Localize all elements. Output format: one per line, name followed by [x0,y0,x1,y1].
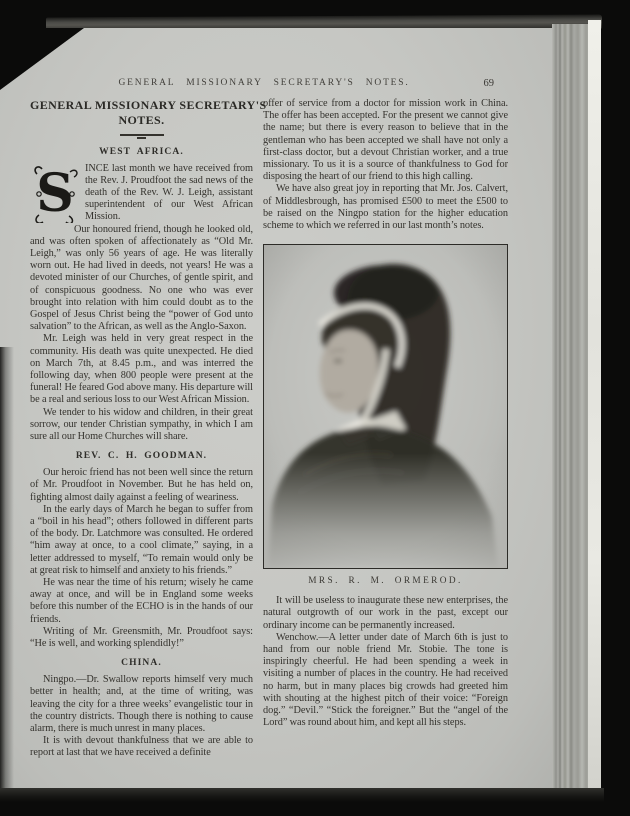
paragraph: offer of service from a doctor for mission work in China. The offer has been accepted. For the present we cannot give the name; but there is every reason to believe that in the gentleman who has been accepted we shall have not only a first-class doctor, but a devout Christian worker, and a true missionary. To us it is a source of thankfulness to God for disposing the heart of our friend to this high calling. [263,98,508,183]
paragraph [30,163,253,224]
paragraph: Our heroic friend has not been well since the return of Mr. Proudfoot in November. But he has held on, fighting almost daily against a feeling of weariness. [30,467,253,503]
paragraph: It is with devout thankfulness that we are able to report at last that we have received a definite [30,735,253,759]
article-title [30,98,267,128]
two-column-text [30,98,508,760]
paragraph: Wenchow.—A letter under date of March 6th is just to hand from our noble friend Mr. Stobie. The tone is inspiringly cheerful. He had been spending a week in visiting a number of places in the country. He had received no harm, but in many places big crowds had greeted him with shouting at the highest pitch of their voice: “Foreign dog.” “Devil.” “Stick the foreigner.” But the “angel of the Lord” was round about him, and kept all his steps. [263,631,508,729]
photo-caption: MRS. R. M. ORMEROD. [308,576,463,587]
book-cover-bottom-edge [0,788,604,802]
section-heading-goodman: REV. C. H. GOODMAN. [75,451,208,462]
paragraph: It will be useless to inaugurate these new enterprises, the natural outgrowth of our work in the past, except our ordinary income can be permanently increased. [263,595,508,631]
running-header-text: GENERAL MISSIONARY SECRETARY'S NOTES. [118,78,410,88]
paragraph: Our honoured friend, though he looked old, and was often spoken of affectionately as “Old Mr. Leigh,” was only 56 years of age. He was literally worn out. He had lived in deeds, not years! He was a devoted minister of our Churches, of gentle spirit, and of conspicuous goodness. No one who was ever brought into relation with him could doubt as to the Gospel of Jesus Christ being the “power of God unto salvation” to the African, as well as the Anglo-Saxon. [30,223,253,333]
paragraph: We tender to his widow and children, in their great sorrow, our tender Christian sympathy, in which I am sure all our Home Churches will share. [30,406,253,442]
paragraph: Mr. Leigh was held in very great respect in the community. His death was quite unexpected. He died on March 7th, at 8.45 p.m., and was interred the following day, when 800 people were present at the funeral! He feared God above many. His departure will be a real and serious loss to our West African Mission. [30,333,253,406]
left-column [30,98,267,760]
drop-cap-letter: S [36,164,74,223]
page-number: 69 [483,78,494,89]
article-title-line1: GENERAL MISSIONARY SECRETARY'S [30,98,267,112]
paragraph: In the early days of March he began to suffer from a “boil in his head”; others followed in different parts of the body. Dr. Latchmore was consulted. He ordered “him away at once, to a cool climate,” saying, in a letter addressed to myself, “To remain would only be at great risk to himself and anxiety to his friends.” [30,503,253,576]
portrait-figure [263,244,508,586]
paragraph: Ningpo.—Dr. Swallow reports himself very much better in health; and, at the time of writing, was leaving the city for a three weeks’ evangelistic tour in the country districts. Though there is nothing to cause alarm, there is much unrest in many places. [30,674,253,735]
paragraph-text: INCE last month we have received from the Rev. J. Proudfoot the sad news of the death of the Rev. W. J. Leigh, assistant superintendent of our West African Mission. [85,162,253,223]
scanned-page [0,28,556,788]
paragraph: We have also great joy in reporting that Mr. Jos. Calvert, of Middlesbrough, has promised £500 to meet the £500 to be raised on the Ningpo station for the higher education scheme to which we referred in our last month’s notes. [263,183,508,232]
paragraph: He was near the time of his return; wisely he came away at once, and will be in England some weeks before this number of the ECHO is in the hands of our friends. [30,577,253,625]
right-column [263,98,508,760]
article-title-line2: NOTES. [118,113,165,127]
book-fore-edge-pages [552,24,590,790]
portrait-photo [263,244,508,569]
title-rule-tick [137,137,146,139]
section-heading-china: CHINA. [121,658,162,669]
page-edge-highlight [588,20,601,792]
running-header [30,78,498,88]
paragraph: Writing of Mr. Greensmith, Mr. Proudfoot says: “He is well, and working splendidly!” [30,625,253,650]
section-heading-west-africa: WEST AFRICA. [99,146,184,157]
drop-cap-initial-icon [30,165,80,223]
binding-gutter-shadow [0,347,14,788]
title-rule [120,134,164,136]
